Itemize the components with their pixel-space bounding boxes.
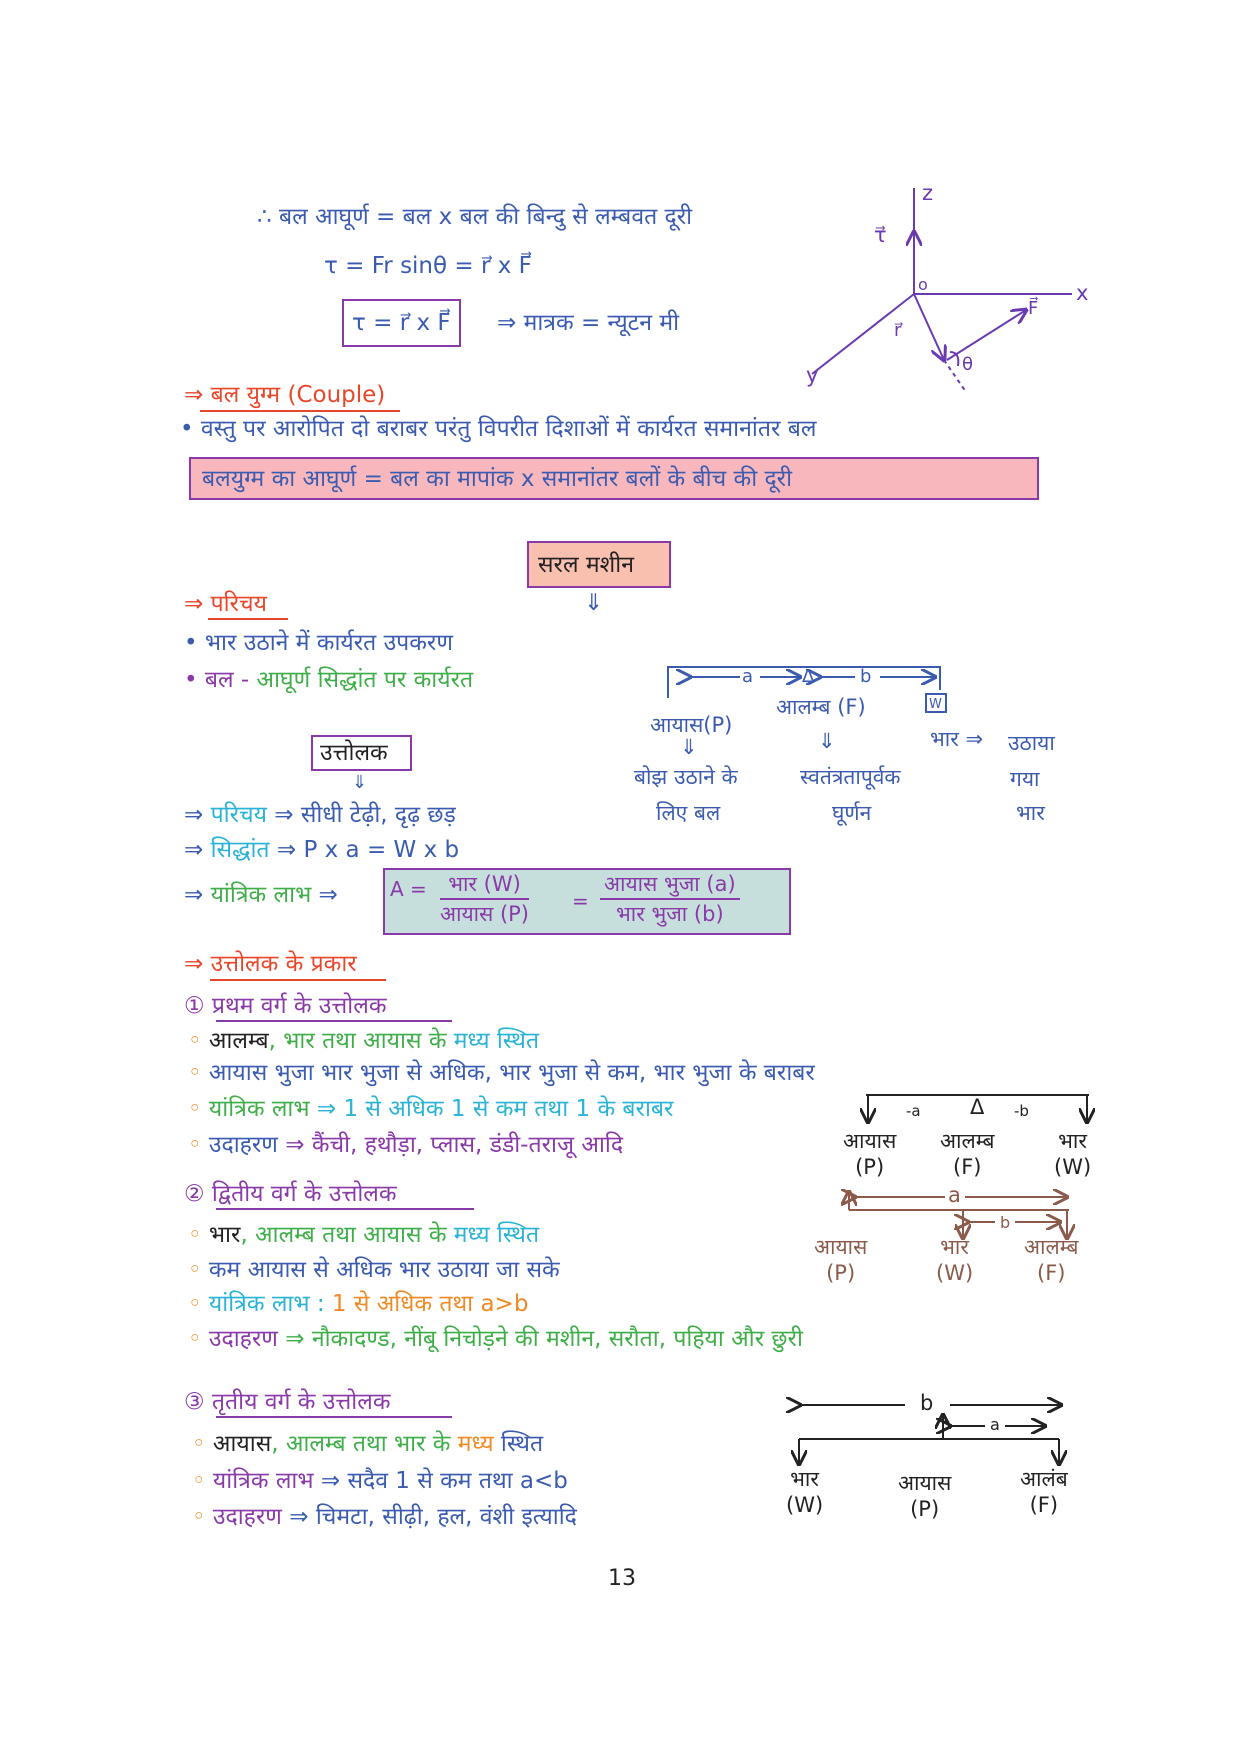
second-b-label: b bbox=[1000, 1213, 1011, 1232]
text-segment: • वस्तु पर आरोपित दो बराबर परंतु विपरीत दिशाओं में कार्यरत समानांतर बल bbox=[180, 416, 817, 442]
ma-lhs: A = bbox=[390, 877, 427, 901]
load-desc-1: उठाया bbox=[1008, 731, 1055, 755]
text-segment: ⇒ bbox=[184, 802, 211, 828]
origin-label: o bbox=[918, 275, 928, 294]
ma-denominator-1: आयास (P) bbox=[440, 902, 530, 926]
r-label: r⃗ bbox=[894, 320, 902, 341]
text-segment: यांत्रिक लाभ : bbox=[208, 1291, 332, 1317]
text-segment: ⇒ नौकादण्ड, नींबू निचोड़ने की मशीन, सरौता, पहिया और छुरी bbox=[277, 1326, 803, 1352]
label-symbol: (F) bbox=[1029, 1493, 1059, 1517]
lever-title: उत्तोलक bbox=[320, 740, 388, 766]
couple-moment-text: बलयुग्म का आघूर्ण = बल का मापांक x समानांतर बलों के बीच की दूरी bbox=[202, 466, 793, 492]
label-symbol: (F) bbox=[1037, 1261, 1066, 1285]
text-segment: ⇒ परिचय bbox=[184, 591, 267, 617]
z-label: z bbox=[922, 181, 934, 205]
text-segment: ◦ bbox=[188, 1257, 209, 1283]
ma-denominator-2: भार भुजा (b) bbox=[616, 902, 724, 926]
text-segment: ⇒ bbox=[184, 882, 211, 908]
fulcrum-symbol: Δ bbox=[802, 666, 815, 687]
label-symbol: (W) bbox=[1054, 1155, 1092, 1179]
text-segment: ② द्वितीय वर्ग के उत्तोलक bbox=[184, 1181, 397, 1207]
text-segment: ◦ bbox=[188, 1326, 209, 1352]
ma-numerator-2: आयास भुजा (a) bbox=[600, 870, 740, 900]
ma-equals: = bbox=[572, 889, 589, 913]
page-number: 13 bbox=[608, 1566, 636, 1591]
first-b-label: -b bbox=[1014, 1102, 1029, 1120]
text-segment: ⇒ कैंची, हथौड़ा, प्लास, डंडी-तराजू आदि bbox=[285, 1132, 624, 1158]
text-segment: यांत्रिक लाभ bbox=[210, 882, 312, 908]
label-symbol: (F) bbox=[953, 1155, 982, 1179]
text-segment: ⇒ बल युग्म (Couple) bbox=[184, 382, 386, 408]
theta-label: θ bbox=[962, 354, 974, 375]
fulcrum-desc-2: घूर्णन bbox=[832, 801, 872, 825]
third-fulcrum-label bbox=[1020, 1466, 1068, 1518]
text-segment: उदाहरण bbox=[208, 1326, 278, 1352]
label-name: भार bbox=[790, 1467, 819, 1491]
load-desc-3: भार bbox=[1016, 801, 1045, 825]
x-label: x bbox=[1076, 281, 1089, 305]
label-symbol: (P) bbox=[910, 1497, 940, 1521]
load-label: भार ⇒ bbox=[930, 727, 984, 751]
text-segment: ⇒ चिमटा, सीढ़ी, हल, वंशी इत्यादि bbox=[281, 1504, 577, 1530]
text-segment: मध्य स्थित bbox=[453, 1222, 540, 1248]
text-segment: , आलम्ब तथा भार के bbox=[271, 1431, 458, 1457]
effort-desc-2: लिए बल bbox=[656, 801, 721, 825]
label-symbol: (W) bbox=[936, 1261, 974, 1285]
text-segment: यांत्रिक लाभ bbox=[208, 1096, 317, 1122]
text-segment: आयास भुजा भार भुजा से अधिक, भार भुजा से कम, भार भुजा के बराबर bbox=[208, 1060, 815, 1086]
text-segment: 1 से अधिक तथा a>b bbox=[331, 1291, 529, 1317]
effort-down-arrow: ⇓ bbox=[680, 735, 698, 759]
effort-desc-1: बोझ उठाने के bbox=[634, 765, 738, 789]
text-segment: • भार उठाने में कार्यरत उपकरण bbox=[184, 630, 453, 656]
ma-numerator-1: भार (W) bbox=[440, 870, 529, 900]
third-effort-label bbox=[898, 1470, 951, 1522]
label-name: भार bbox=[1058, 1129, 1087, 1153]
text-segment: परिचय bbox=[210, 802, 267, 828]
third-a-label: a bbox=[990, 1415, 1000, 1434]
text-segment: कम आयास से अधिक भार उठाया जा सके bbox=[208, 1257, 560, 1283]
text-segment: ◦ bbox=[188, 1096, 209, 1122]
text-segment: सिद्धांत bbox=[210, 837, 270, 863]
text-segment: ⇒ सीधी टेढ़ी, दृढ़ छड़ bbox=[266, 802, 456, 828]
text-segment: , भार तथा आयास के bbox=[268, 1028, 454, 1054]
label-name: भार bbox=[940, 1235, 969, 1259]
second-a-label: a bbox=[948, 1183, 961, 1207]
load-box-label: W bbox=[929, 697, 942, 712]
text-segment: ◦ bbox=[192, 1468, 213, 1494]
text-segment: भार bbox=[208, 1222, 241, 1248]
text-segment: ⇒ 1 से अधिक 1 से कम तथा 1 के बराबर bbox=[316, 1096, 674, 1122]
third-b-label: b bbox=[920, 1391, 934, 1415]
text-segment: उदाहरण bbox=[208, 1132, 286, 1158]
lever-arrow: ⇓ bbox=[352, 772, 368, 793]
label-symbol: (P) bbox=[855, 1155, 885, 1179]
fulcrum-desc-1: स्वतंत्रतापूर्वक bbox=[800, 765, 901, 789]
diagram-b-label: b bbox=[860, 666, 872, 687]
text-segment: τ = Fr sinθ = r⃗ x F⃗ bbox=[324, 253, 532, 279]
text-segment: ◦ bbox=[188, 1132, 209, 1158]
fulcrum-label: आलम्ब (F) bbox=[776, 695, 866, 719]
label-name: आयास bbox=[898, 1471, 952, 1495]
text-segment: ∴ बल आघूर्ण = बल x बल की बिन्दु से लम्बवत दूरी bbox=[257, 204, 693, 230]
label-name: आयास bbox=[814, 1235, 868, 1259]
label-name: आलम्ब bbox=[1024, 1235, 1079, 1259]
text-segment: मध्य bbox=[457, 1431, 501, 1457]
first-a-label: -a bbox=[906, 1102, 921, 1120]
text-segment: ① प्रथम वर्ग के उत्तोलक bbox=[184, 993, 387, 1019]
text-segment: , आलम्ब तथा आयास के bbox=[240, 1222, 454, 1248]
text-segment: ◦ bbox=[192, 1504, 213, 1530]
fulcrum-down-arrow: ⇓ bbox=[818, 729, 836, 753]
text-segment: आयास bbox=[212, 1431, 272, 1457]
label-symbol: (P) bbox=[826, 1261, 856, 1285]
third-load-label bbox=[786, 1466, 823, 1518]
label-name: आलम्ब bbox=[940, 1129, 995, 1153]
text-segment: ⇒ उत्तोलक के प्रकार bbox=[184, 951, 357, 977]
text-segment: यांत्रिक लाभ bbox=[212, 1468, 321, 1494]
text-segment: आलम्ब bbox=[208, 1028, 269, 1054]
tau-label: τ⃗ bbox=[874, 223, 887, 247]
label-name: आलंब bbox=[1020, 1467, 1068, 1491]
y-label: y bbox=[806, 363, 819, 387]
text-segment: ◦ bbox=[188, 1028, 209, 1054]
text-segment: ⇒ सदैव 1 से कम तथा a<b bbox=[320, 1468, 568, 1494]
text-segment: ⇒ मात्रक = न्यूटन मी bbox=[497, 310, 680, 336]
effort-label: आयास(P) bbox=[650, 713, 733, 737]
text-segment: मध्य स्थित bbox=[453, 1028, 540, 1054]
text-segment: ◦ bbox=[192, 1431, 213, 1457]
text-segment: ⇒ bbox=[311, 882, 338, 908]
text-segment: ⇒ P x a = W x b bbox=[269, 837, 460, 863]
diagram-a-label: a bbox=[742, 666, 754, 687]
f-label: F⃗ bbox=[1028, 298, 1039, 319]
load-desc-2: गया bbox=[1010, 767, 1040, 791]
text-segment: ◦ bbox=[188, 1291, 209, 1317]
label-name: आयास bbox=[843, 1129, 897, 1153]
simple-machine-title: सरल मशीन bbox=[538, 552, 634, 578]
text-segment: • बल - bbox=[184, 667, 257, 693]
text-segment: ⇒ bbox=[184, 837, 211, 863]
text-segment: ◦ bbox=[188, 1060, 209, 1086]
simple-machine-arrow: ⇓ bbox=[584, 590, 604, 616]
text-segment: ◦ bbox=[188, 1222, 209, 1248]
torque-boxed-formula: τ = r⃗ x F⃗ bbox=[352, 310, 451, 336]
text-segment: आघूर्ण सिद्धांत पर कार्यरत bbox=[256, 667, 474, 693]
text-segment: उदाहरण bbox=[212, 1504, 282, 1530]
text-segment: ③ तृतीय वर्ग के उत्तोलक bbox=[184, 1389, 391, 1415]
label-symbol: (W) bbox=[786, 1493, 824, 1517]
text-segment: स्थित bbox=[500, 1431, 544, 1457]
first-fulcrum-symbol: Δ bbox=[970, 1095, 985, 1119]
